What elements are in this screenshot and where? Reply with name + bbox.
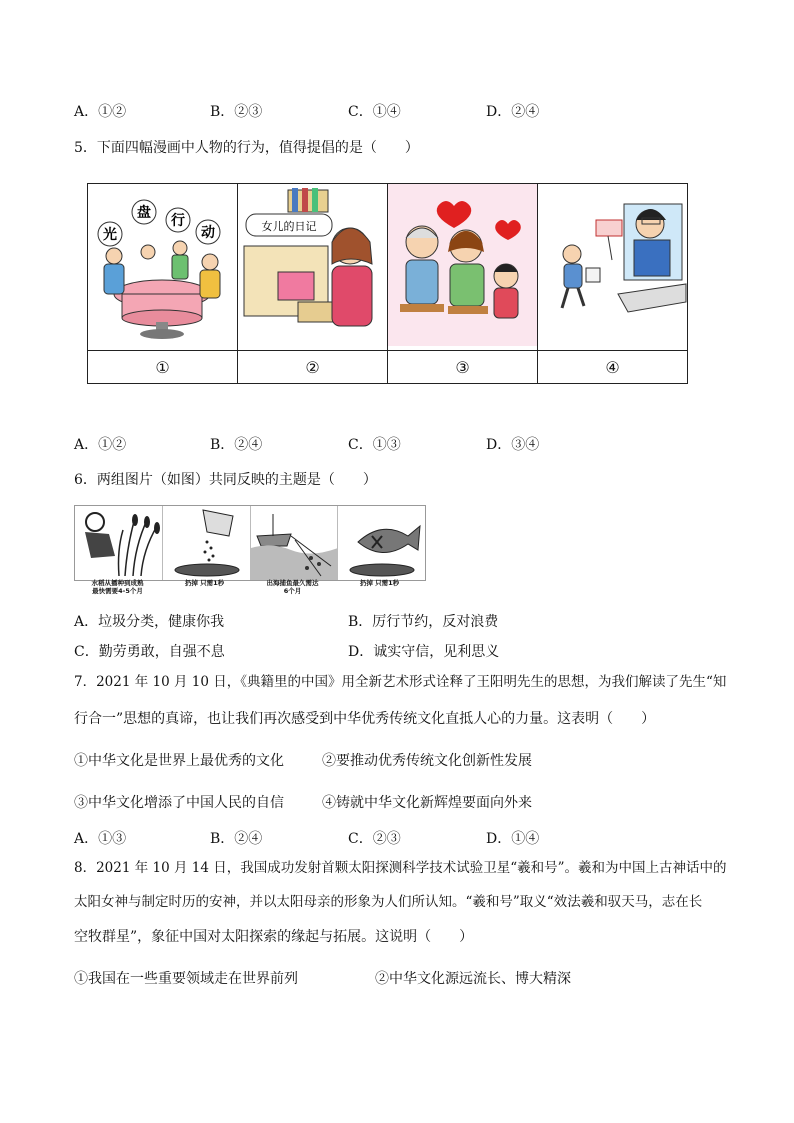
caption-3: 出海捕鱼最久需达 6个月 (266, 579, 319, 595)
q8-statement-2: ②中华文化源远流长、博大精深 (375, 971, 571, 987)
q7-statement-2: ②要推动优秀传统文化创新性发展 (322, 753, 532, 769)
sign-char-2: 盘 (137, 205, 151, 221)
q5-stem: 5．下面四幅漫画中人物的行为，值得提倡的是（ ） (74, 140, 419, 156)
fish-throwing-panel (338, 506, 425, 580)
cartoon-label-4: ④ (538, 351, 688, 384)
cartoon-label-2: ② (238, 351, 388, 384)
q5-option-d: D．③④ (486, 437, 540, 453)
cartoon-2 (238, 184, 388, 351)
rice-throwing-panel (163, 506, 251, 580)
caption-1: 水稻从播种到成熟 最快需要4-5个月 (91, 579, 144, 595)
q7-line-2: 行合一”思想的真谛，也让我们再次感受到中华优秀传统文化直抵人心的力量。这表明（ ） (74, 711, 656, 727)
q6-stem: 6．两组图片（如图）共同反映的主题是（ ） (74, 472, 377, 488)
q7-option-a: A．①③ (74, 831, 127, 847)
cartoon-label-1: ① (88, 351, 238, 384)
q7-option-d: D．①④ (486, 831, 540, 847)
q6-option-c: C．勤劳勇敢，自强不息 (74, 644, 225, 660)
q4-option-b: B．②③ (210, 104, 263, 120)
cartoon-4 (538, 184, 688, 351)
sign-char-3: 行 (171, 213, 185, 229)
cartoon-3 (388, 184, 538, 351)
q8-line-1: 8．2021 年 10 月 14 日，我国成功发射首颗太阳探测科学技术试验卫星“羲和号”。羲和为中国上古神话中的 (74, 860, 727, 876)
online-cartoon (538, 184, 687, 346)
rice-planting-panel (75, 506, 163, 580)
sign-char-1: 光 (103, 227, 117, 243)
q4-option-c: C．①④ (348, 104, 401, 120)
q6-option-b: B．厉行节约，反对浪费 (348, 614, 499, 630)
cartoon-1 (88, 184, 238, 351)
family-cartoon (388, 184, 537, 346)
q4-option-d: D．②④ (486, 104, 540, 120)
fishing-panel (251, 506, 339, 580)
q7-statement-1: ①中华文化是世界上最优秀的文化 (74, 753, 284, 769)
q5-option-a: A．①② (74, 437, 127, 453)
diary-label: 女儿的日记 (261, 220, 317, 233)
clean-plate-cartoon (88, 184, 237, 346)
q7-option-c: C．②③ (348, 831, 401, 847)
q7-line-1: 7．2021 年 10 月 10 日，《典籍里的中国》用全新艺术形式诠释了王阳明先生的思想，为我们解读了先生“知 (74, 674, 727, 690)
q7-option-b: B．②④ (210, 831, 263, 847)
q8-line-3: 空牧群星”，象征中国对太阳探索的缘起与拓展。这说明（ ） (74, 929, 474, 945)
q6-image-strip (74, 505, 426, 581)
q5-option-b: B．②④ (210, 437, 263, 453)
q4-option-a: A．①② (74, 104, 127, 120)
q6-option-d: D．诚实守信，见利思义 (348, 644, 500, 660)
q5-option-c: C．①③ (348, 437, 401, 453)
q6-option-a: A．垃圾分类，健康你我 (74, 614, 225, 630)
cartoon-label-3: ③ (388, 351, 538, 384)
diary-cartoon (238, 184, 387, 346)
q8-statement-1: ①我国在一些重要领域走在世界前列 (74, 971, 298, 987)
sign-char-4: 动 (201, 225, 215, 241)
q7-statement-3: ③中华文化增添了中国人民的自信 (74, 795, 284, 811)
caption-4: 扔掉 只需1秒 (359, 579, 400, 587)
caption-2: 扔掉 只需1秒 (184, 579, 225, 587)
q8-line-2: 太阳女神与制定时历的安神，并以太阳母亲的形象为人们所认知。“羲和号”取义“效法羲和驭天马，志在长 (74, 894, 703, 910)
q5-cartoon-table (87, 183, 688, 384)
q7-statement-4: ④铸就中华文化新辉煌要面向外来 (322, 795, 532, 811)
